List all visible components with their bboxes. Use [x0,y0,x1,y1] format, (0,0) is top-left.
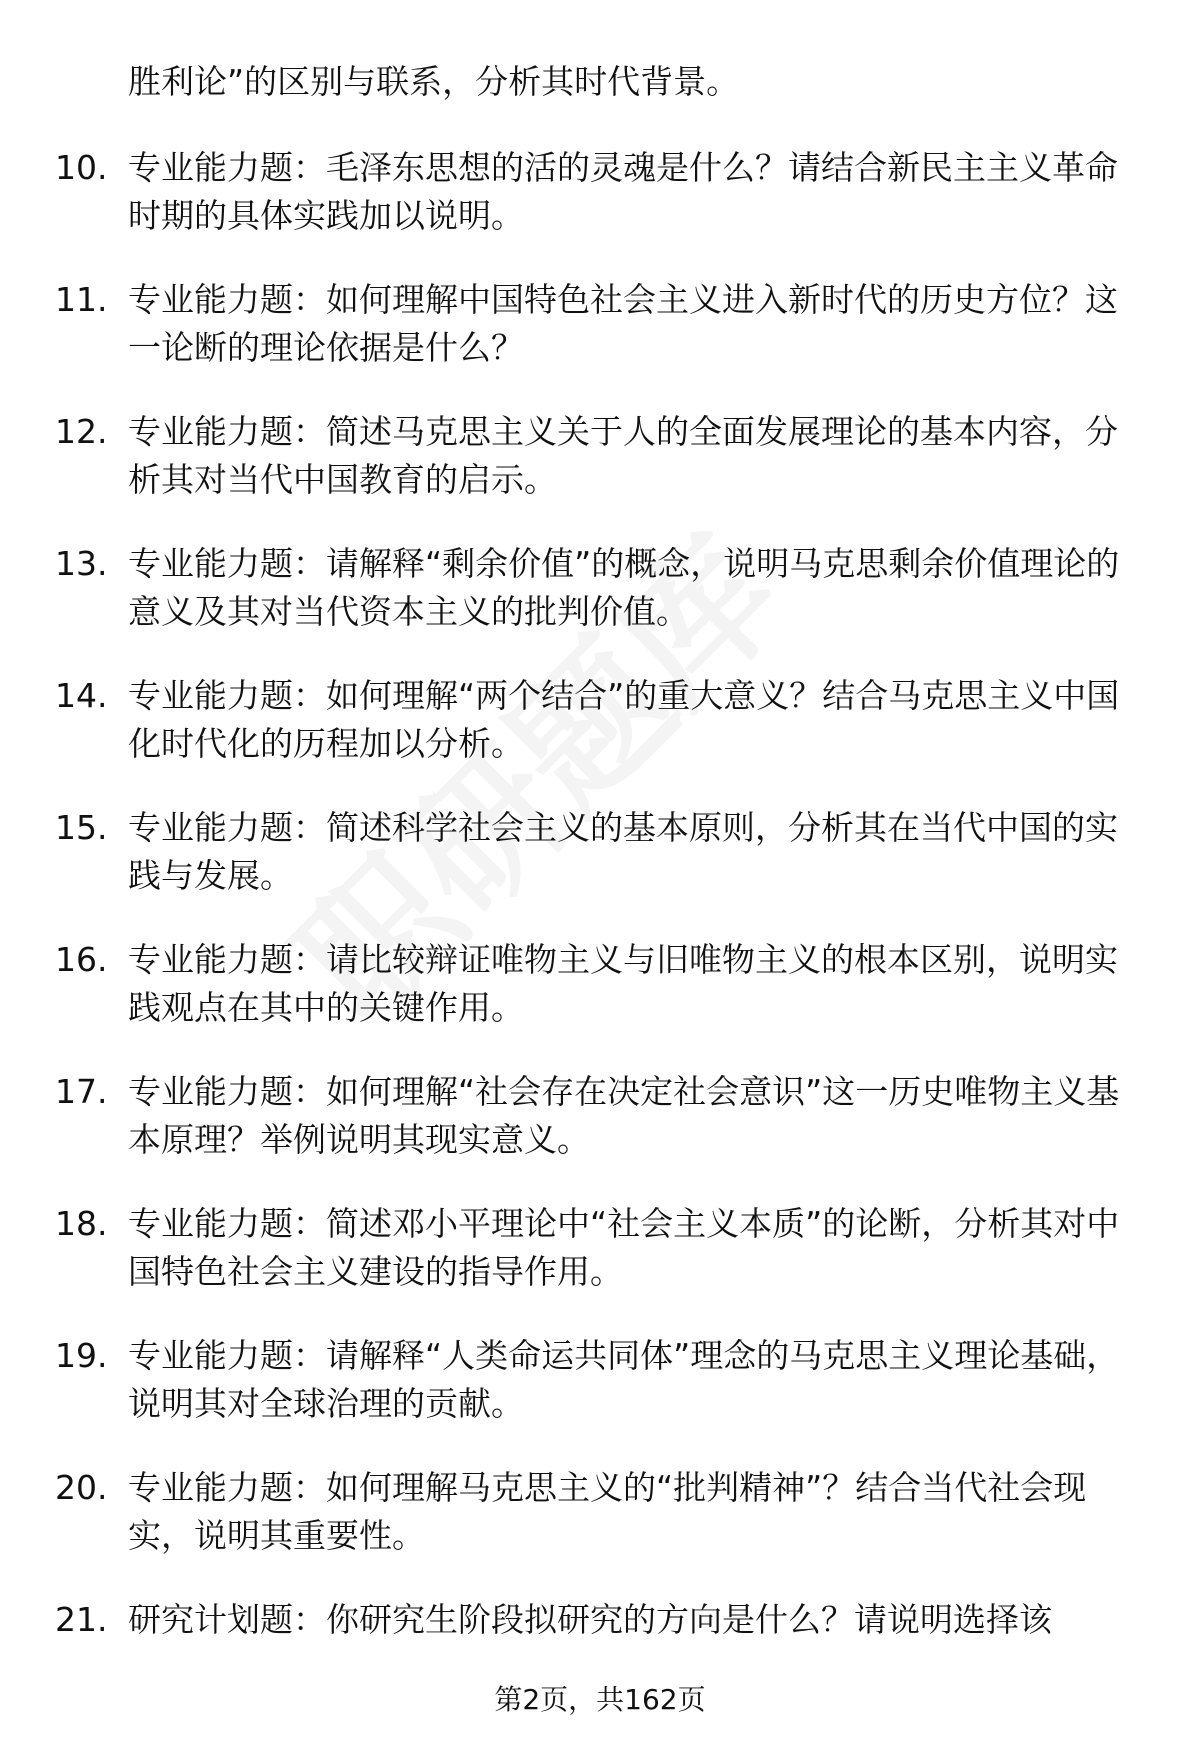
question-number: 21. [55,1600,108,1639]
question-item [0,404,1200,536]
question-item [0,1460,1200,1592]
question-text: 专业能力题：毛泽东思想的活的灵魂是什么？请结合新民主主义革命时期的具体实践加以说明。 [128,148,1118,235]
question-item [0,536,1200,668]
question-list [0,140,1200,1724]
question-text: 专业能力题：简述马克思主义关于人的全面发展理论的基本内容，分析其对当代中国教育的启示。 [128,412,1118,499]
page-footer: 第2页，共162页 [494,1683,706,1716]
question-item [0,800,1200,932]
question-text: 专业能力题：如何理解“两个结合”的重大意义？结合马克思主义中国化时代化的历程加以分析。 [128,676,1120,763]
question-item [0,1064,1200,1196]
question-item [0,932,1200,1064]
question-text: 专业能力题：简述邓小平理论中“社会主义本质”的论断，分析其对中国特色社会主义建设的指导作用。 [128,1204,1120,1291]
question-text: 专业能力题：如何理解“社会存在决定社会意识”这一历史唯物主义基本原理？举例说明其现实意义。 [128,1072,1120,1159]
question-number: 10. [55,148,108,187]
question-number: 18. [55,1204,108,1243]
question-item [0,1328,1200,1460]
question-number: 19. [55,1336,108,1375]
question-number: 14. [55,676,108,715]
continuation-text: 胜利论”的区别与联系，分析其时代背景。 [128,62,740,101]
question-text: 专业能力题：请解释“剩余价值”的概念，说明马克思剩余价值理论的意义及其对当代资本主义的批判价值。 [128,544,1120,631]
question-text: 专业能力题：请解释“人类命运共同体”理念的马克思主义理论基础，说明其对全球治理的贡献。 [128,1336,1120,1423]
question-text: 研究计划题：你研究生阶段拟研究的方向是什么？请说明选择该 [128,1600,1052,1639]
question-number: 11. [55,280,108,319]
question-item [0,1196,1200,1328]
question-text: 专业能力题：如何理解中国特色社会主义进入新时代的历史方位？这一论断的理论依据是什么？ [128,280,1118,367]
question-number: 12. [55,412,108,451]
question-number: 16. [55,940,108,979]
question-text: 专业能力题：请比较辩证唯物主义与旧唯物主义的根本区别，说明实践观点在其中的关键作用。 [128,940,1118,1027]
question-number: 13. [55,544,108,583]
question-text: 专业能力题：如何理解马克思主义的“批判精神”？结合当代社会现实，说明其重要性。 [128,1468,1087,1555]
question-item [0,668,1200,800]
question-number: 17. [55,1072,108,1111]
question-number: 20. [55,1468,108,1507]
question-text: 专业能力题：简述科学社会主义的基本原则，分析其在当代中国的实践与发展。 [128,808,1118,895]
question-item [0,140,1200,272]
question-item [0,272,1200,404]
question-number: 15. [55,808,108,847]
